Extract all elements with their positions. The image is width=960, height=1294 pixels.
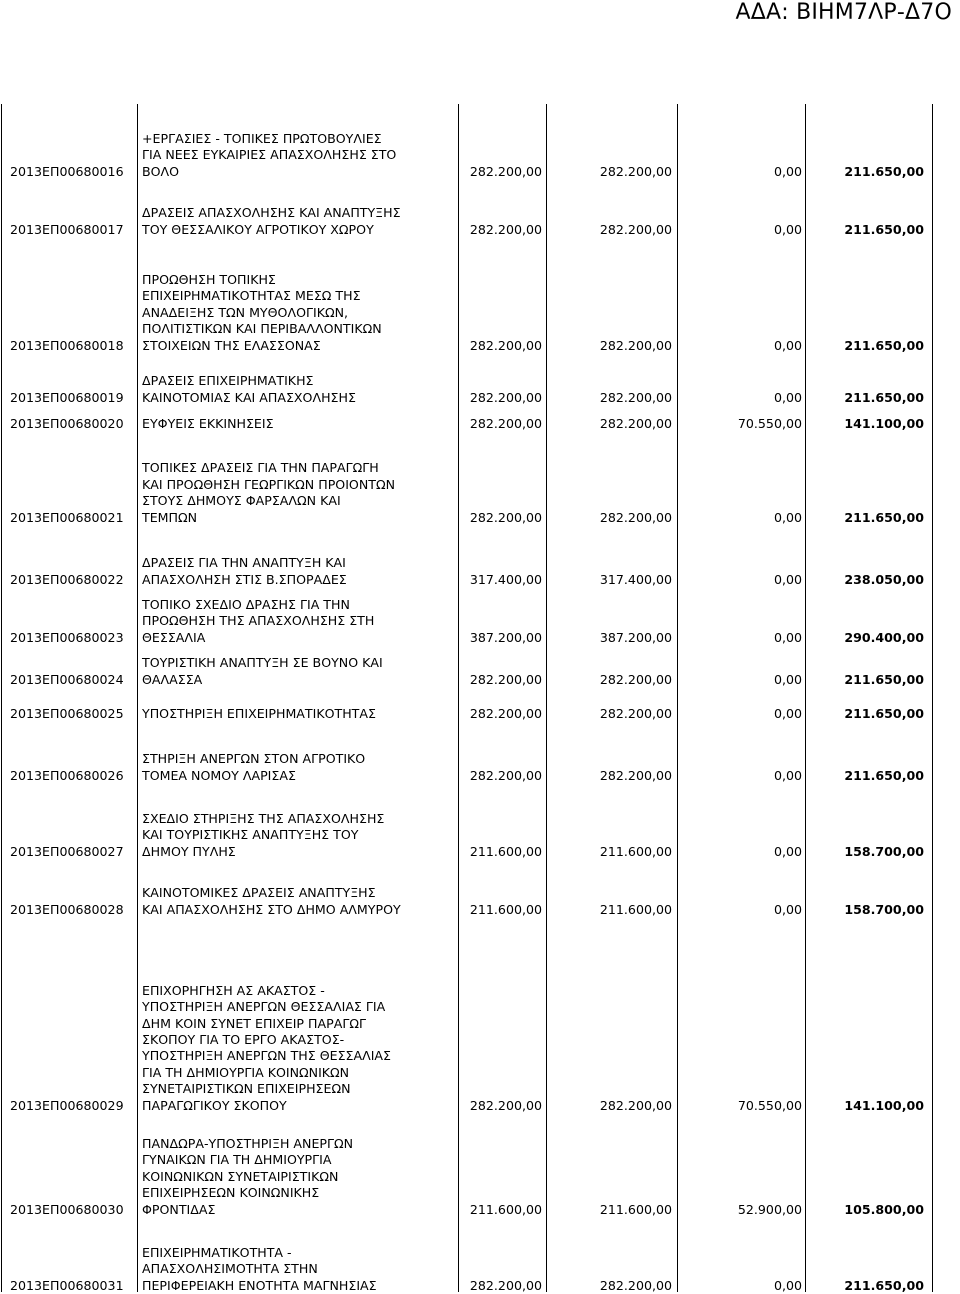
amount-approved: 282.200,00 (599, 705, 672, 721)
amount-total: 238.050,00 (844, 571, 924, 587)
amount-deduction: 0,00 (773, 509, 802, 525)
amount-deduction: 0,00 (773, 163, 802, 179)
amount-total: 211.650,00 (844, 671, 924, 687)
amount-budget: 282.200,00 (469, 767, 542, 783)
amount-total: 141.100,00 (844, 415, 924, 431)
amount-total: 290.400,00 (844, 629, 924, 645)
amount-approved: 282.200,00 (599, 163, 672, 179)
amount-budget: 282.200,00 (469, 1097, 542, 1113)
project-code: 2013ΕΠ00680016 (10, 163, 124, 179)
description-line: +ΕΡΓΑΣΙΕΣ - ΤΟΠΙΚΕΣ ΠΡΩΤΟΒΟΥΛΙΕΣ (142, 130, 382, 146)
amount-deduction: 70.550,00 (737, 415, 802, 431)
description-line: ΓΙΑ ΝΕΕΣ ΕΥΚΑΙΡΙΕΣ ΑΠΑΣΧΟΛΗΣΗΣ ΣΤΟ (142, 147, 397, 163)
description-line: ΚΑΙ ΤΟΥΡΙΣΤΙΚΗΣ ΑΝΑΠΤΥΞΗΣ ΤΟΥ (142, 827, 359, 843)
amount-approved: 387.200,00 (599, 629, 672, 645)
amount-budget: 211.600,00 (469, 843, 542, 859)
project-code: 2013ΕΠ00680030 (10, 1201, 124, 1217)
project-code: 2013ΕΠ00680020 (10, 415, 124, 431)
amount-budget: 211.600,00 (469, 901, 542, 917)
project-description (142, 205, 462, 238)
description-line: ΣΤΗΡΙΞΗ ΑΝΕΡΓΩΝ ΣΤΟΝ ΑΓΡΟΤΙΚΟ (142, 751, 366, 767)
table-row (0, 1243, 960, 1294)
project-code: 2013ΕΠ00680021 (10, 509, 124, 525)
description-line: ΤΟΥ ΘΕΣΣΑΛΙΚΟΥ ΑΓΡΟΤΙΚΟΥ ΧΩΡΟΥ (142, 221, 374, 237)
amount-deduction: 0,00 (773, 767, 802, 783)
amount-approved: 282.200,00 (599, 221, 672, 237)
description-line: ΚΑΙ ΑΠΑΣΧΟΛΗΣΗΣ ΣΤΟ ΔΗΜΟ ΑΛΜΥΡΟΥ (142, 901, 401, 917)
project-description (142, 655, 462, 688)
table-row (0, 1134, 960, 1218)
description-line: ΠΑΝΔΩΡΑ-ΥΠΟΣΤΗΡΙΞΗ ΑΝΕΡΓΩΝ (142, 1135, 354, 1151)
description-line: ΔΗΜ ΚΟΙΝ ΣΥΝΕΤ ΕΠΙΧΕΙΡ ΠΑΡΑΓΩΓ (142, 1015, 366, 1031)
description-line: ΣΥΝΕΤΑΙΡΙΣΤΙΚΩΝ ΕΠΙΧΕΙΡΗΣΕΩΝ (142, 1081, 351, 1097)
amount-budget: 282.200,00 (469, 415, 542, 431)
amount-total: 211.650,00 (844, 1277, 924, 1293)
amount-approved: 282.200,00 (599, 767, 672, 783)
amount-total: 105.800,00 (844, 1201, 924, 1217)
description-line: ΣΧΕΔΙΟ ΣΤΗΡΙΞΗΣ ΤΗΣ ΑΠΑΣΧΟΛΗΣΗΣ (142, 810, 385, 826)
table-row (0, 883, 960, 918)
project-code: 2013ΕΠ00680017 (10, 221, 124, 237)
description-line: ΚΑΙΝΟΤΟΜΙΑΣ ΚΑΙ ΑΠΑΣΧΟΛΗΣΗΣ (142, 389, 356, 405)
amount-approved: 211.600,00 (599, 1201, 672, 1217)
amount-approved: 282.200,00 (599, 1097, 672, 1113)
amount-total: 211.650,00 (844, 509, 924, 525)
project-description (142, 373, 462, 406)
table-row (0, 595, 960, 646)
description-line: ΘΑΛΑΣΣΑ (142, 671, 203, 687)
description-line: ΠΑΡΑΓΩΓΙΚΟΥ ΣΚΟΠΟΥ (142, 1097, 287, 1113)
amount-budget: 282.200,00 (469, 705, 542, 721)
project-code: 2013ΕΠ00680027 (10, 843, 124, 859)
table-row (0, 371, 960, 406)
amount-deduction: 0,00 (773, 1277, 802, 1293)
amount-total: 158.700,00 (844, 901, 924, 917)
project-description (142, 131, 462, 180)
project-code: 2013ΕΠ00680022 (10, 571, 124, 587)
description-line: ΥΠΟΣΤΗΡΙΞΗ ΑΝΕΡΓΩΝ ΘΕΣΣΑΛΙΑΣ ΓΙΑ (142, 999, 386, 1015)
description-line: ΔΡΑΣΕΙΣ ΕΠΙΧΕΙΡΗΜΑΤΙΚΗΣ (142, 373, 314, 389)
description-line: ΕΠΙΧΕΙΡΗΜΑΤΙΚΟΤΗΤΑΣ ΜΕΣΩ ΤΗΣ (142, 288, 361, 304)
amount-deduction: 0,00 (773, 571, 802, 587)
amount-budget: 282.200,00 (469, 337, 542, 353)
description-line: ΔΗΜΟΥ ΠΥΛΗΣ (142, 843, 236, 859)
amount-deduction: 0,00 (773, 671, 802, 687)
table-row (0, 414, 960, 432)
project-description (142, 1136, 462, 1218)
description-line: ΕΠΙΧΕΙΡΗΜΑΤΙΚΟΤΗΤΑ - (142, 1244, 292, 1260)
project-description (142, 885, 462, 918)
project-code: 2013ΕΠ00680019 (10, 389, 124, 405)
project-description (142, 751, 462, 784)
table-row (0, 270, 960, 354)
project-code: 2013ΕΠ00680025 (10, 705, 124, 721)
description-line: ΣΤΟΙΧΕΙΩΝ ΤΗΣ ΕΛΑΣΣΟΝΑΣ (142, 337, 321, 353)
projects-table (0, 104, 960, 1292)
project-code: 2013ΕΠ00680029 (10, 1097, 124, 1113)
description-line: ΠΟΛΙΤΙΣΤΙΚΩΝ ΚΑΙ ΠΕΡΙΒΑΛΛΟΝΤΙΚΩΝ (142, 321, 382, 337)
description-line: ΓΥΝΑΙΚΩΝ ΓΙΑ ΤΗ ΔΗΜΙΟΥΡΓΙΑ (142, 1152, 332, 1168)
description-line: ΠΡΟΩΘΗΣΗ ΤΟΠΙΚΗΣ (142, 271, 276, 287)
project-description (142, 460, 462, 526)
amount-approved: 211.600,00 (599, 843, 672, 859)
project-description (142, 983, 462, 1114)
amount-approved: 211.600,00 (599, 901, 672, 917)
ada-code: ΑΔΑ: ΒΙΗΜ7ΛΡ-Δ7Ο (735, 0, 952, 25)
description-line: ΕΥΦΥΕΙΣ ΕΚΚΙΝΗΣΕΙΣ (142, 415, 274, 431)
amount-deduction: 0,00 (773, 337, 802, 353)
amount-deduction: 0,00 (773, 221, 802, 237)
description-line: ΠΕΡΙΦΕΡΕΙΑΚΗ ΕΝΟΤΗΤΑ ΜΑΓΝΗΣΙΑΣ (142, 1277, 377, 1293)
description-line: ΑΠΑΣΧΟΛΗΣΙΜΟΤΗΤΑ ΣΤΗΝ (142, 1261, 318, 1277)
description-line: ΤΟΥΡΙΣΤΙΚΗ ΑΝΑΠΤΥΞΗ ΣΕ ΒΟΥΝΟ ΚΑΙ (142, 655, 383, 671)
amount-approved: 282.200,00 (599, 389, 672, 405)
project-description (142, 706, 462, 722)
description-line: ΣΚΟΠΟΥ ΓΙΑ ΤΟ ΕΡΓΟ ΑΚΑΣΤΟΣ- (142, 1031, 345, 1047)
amount-approved: 282.200,00 (599, 337, 672, 353)
description-line: ΔΡΑΣΕΙΣ ΑΠΑΣΧΟΛΗΣΗΣ ΚΑΙ ΑΝΑΠΤΥΞΗΣ (142, 205, 401, 221)
amount-budget: 317.400,00 (469, 571, 542, 587)
amount-budget: 282.200,00 (469, 389, 542, 405)
amount-deduction: 0,00 (773, 843, 802, 859)
table-row (0, 749, 960, 784)
amount-deduction: 52.900,00 (737, 1201, 802, 1217)
description-line: ΑΝΑΔΕΙΞΗΣ ΤΩΝ ΜΥΘΟΛΟΓΙΚΩΝ, (142, 304, 349, 320)
project-description (142, 811, 462, 860)
amount-deduction: 0,00 (773, 389, 802, 405)
amount-budget: 282.200,00 (469, 671, 542, 687)
table-row (0, 981, 960, 1114)
description-line: ΚΑΙΝΟΤΟΜΙΚΕΣ ΔΡΑΣΕΙΣ ΑΝΑΠΤΥΞΗΣ (142, 885, 376, 901)
amount-approved: 282.200,00 (599, 1277, 672, 1293)
description-line: ΦΡΟΝΤΙΔΑΣ (142, 1201, 216, 1217)
table-row (0, 553, 960, 588)
project-description (142, 597, 462, 646)
description-line: ΚΑΙ ΠΡΟΩΘΗΣΗ ΓΕΩΡΓΙΚΩΝ ΠΡΟΙΟΝΤΩΝ (142, 476, 395, 492)
description-line: ΠΡΟΩΘΗΣΗ ΤΗΣ ΑΠΑΣΧΟΛΗΣΗΣ ΣΤΗ (142, 613, 375, 629)
amount-approved: 282.200,00 (599, 671, 672, 687)
description-line: ΣΤΟΥΣ ΔΗΜΟΥΣ ΦΑΡΣΑΛΩΝ ΚΑΙ (142, 493, 341, 509)
project-code: 2013ΕΠ00680023 (10, 629, 124, 645)
project-code: 2013ΕΠ00680031 (10, 1277, 124, 1293)
amount-total: 211.650,00 (844, 163, 924, 179)
table-row (0, 653, 960, 688)
amount-deduction: 0,00 (773, 901, 802, 917)
amount-deduction: 0,00 (773, 629, 802, 645)
description-line: ΚΟΙΝΩΝΙΚΩΝ ΣΥΝΕΤΑΙΡΙΣΤΙΚΩΝ (142, 1168, 339, 1184)
project-code: 2013ΕΠ00680026 (10, 767, 124, 783)
table-row (0, 129, 960, 180)
description-line: ΕΠΙΧΕΙΡΗΣΕΩΝ ΚΟΙΝΩΝΙΚΗΣ (142, 1185, 320, 1201)
amount-total: 211.650,00 (844, 389, 924, 405)
amount-deduction: 0,00 (773, 705, 802, 721)
amount-budget: 282.200,00 (469, 509, 542, 525)
description-line: ΥΠΟΣΤΗΡΙΞΗ ΕΠΙΧΕΙΡΗΜΑΤΙΚΟΤΗΤΑΣ (142, 705, 376, 721)
project-code: 2013ΕΠ00680028 (10, 901, 124, 917)
description-line: ΒΟΛΟ (142, 163, 180, 179)
description-line: ΘΕΣΣΑΛΙΑ (142, 629, 206, 645)
amount-total: 211.650,00 (844, 221, 924, 237)
description-line: ΥΠΟΣΤΗΡΙΞΗ ΑΝΕΡΓΩΝ ΤΗΣ ΘΕΣΣΑΛΙΑΣ (142, 1048, 392, 1064)
amount-deduction: 70.550,00 (737, 1097, 802, 1113)
description-line: ΤΕΜΠΩΝ (142, 509, 198, 525)
amount-total: 141.100,00 (844, 1097, 924, 1113)
project-code: 2013ΕΠ00680024 (10, 671, 124, 687)
project-description (142, 555, 462, 588)
table-row (0, 809, 960, 860)
project-description (142, 272, 462, 354)
description-line: ΓΙΑ ΤΗ ΔΗΜΙΟΥΡΓΙΑ ΚΟΙΝΩΝΙΚΩΝ (142, 1064, 350, 1080)
table-row (0, 704, 960, 722)
amount-total: 158.700,00 (844, 843, 924, 859)
description-line: ΤΟΠΙΚΕΣ ΔΡΑΣΕΙΣ ΓΙΑ ΤΗΝ ΠΑΡΑΓΩΓΗ (142, 460, 379, 476)
amount-approved: 317.400,00 (599, 571, 672, 587)
table-row (0, 203, 960, 238)
description-line: ΑΠΑΣΧΟΛΗΣΗ ΣΤΙΣ Β.ΣΠΟΡΑΔΕΣ (142, 571, 347, 587)
description-line: ΤΟΠΙΚΟ ΣΧΕΔΙΟ ΔΡΑΣΗΣ ΓΙΑ ΤΗΝ (142, 596, 350, 612)
amount-total: 211.650,00 (844, 705, 924, 721)
amount-budget: 282.200,00 (469, 163, 542, 179)
amount-total: 211.650,00 (844, 767, 924, 783)
description-line: ΕΠΙΧΟΡΗΓΗΣΗ ΑΣ ΑΚΑΣΤΟΣ - (142, 982, 325, 998)
amount-budget: 211.600,00 (469, 1201, 542, 1217)
description-line: ΤΟΜΕΑ ΝΟΜΟΥ ΛΑΡΙΣΑΣ (142, 767, 296, 783)
amount-budget: 282.200,00 (469, 1277, 542, 1293)
amount-approved: 282.200,00 (599, 509, 672, 525)
project-description (142, 416, 462, 432)
amount-budget: 387.200,00 (469, 629, 542, 645)
project-code: 2013ΕΠ00680018 (10, 337, 124, 353)
table-row (0, 458, 960, 526)
amount-budget: 282.200,00 (469, 221, 542, 237)
amount-approved: 282.200,00 (599, 415, 672, 431)
description-line: ΔΡΑΣΕΙΣ ΓΙΑ ΤΗΝ ΑΝΑΠΤΥΞΗ ΚΑΙ (142, 555, 346, 571)
project-description (142, 1245, 462, 1294)
amount-total: 211.650,00 (844, 337, 924, 353)
